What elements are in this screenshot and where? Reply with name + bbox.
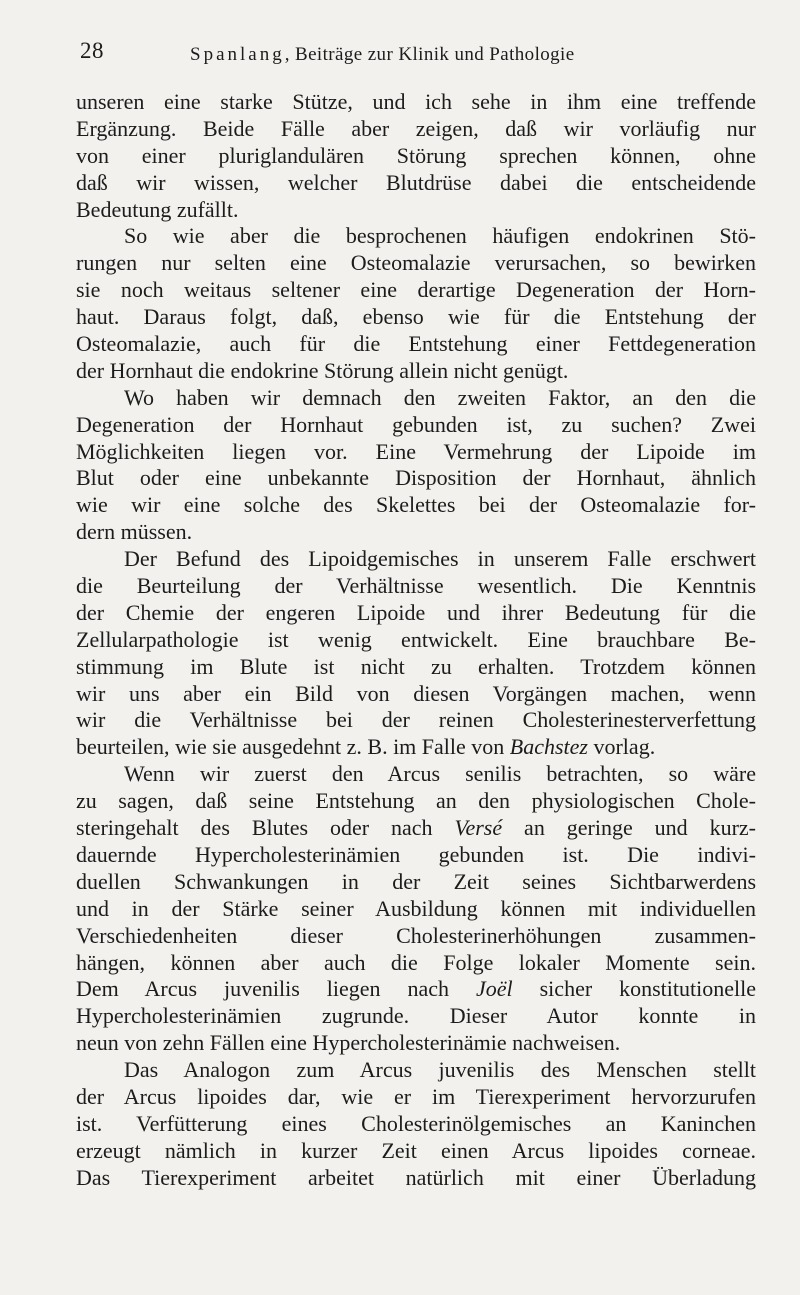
text-line: von einer pluriglandulären Störung sprechen können, ohne — [76, 142, 756, 168]
text-line: haut. Daraus folgt, daß, ebenso wie für die Entstehung der — [76, 304, 756, 330]
text-line: der Chemie der engeren Lipoide und ihrer Bedeutung für die — [76, 599, 756, 625]
text-line: ist. Verfütterung eines Cholesterinölgemisches an Kaninchen — [76, 1110, 756, 1136]
text-line: dern müssen. — [76, 519, 193, 545]
paragraph-6 — [76, 1057, 756, 1191]
text-line: hängen, können aber auch die Folge lokaler Momente sein. — [76, 949, 756, 975]
text-line: Zellularpathologie ist wenig entwickelt. Eine brauchbare Be- — [76, 626, 756, 652]
text-line-with-citation — [76, 734, 756, 761]
text-line: sie noch weitaus seltener eine derartige Degeneration der Horn- — [76, 277, 756, 303]
text-line: Möglichkeiten liegen vor. Eine Vermehrung der Lipoide im — [76, 438, 756, 464]
text-line: der Arcus lipoides dar, wie er im Tierexperiment hervorzurufen — [76, 1083, 756, 1109]
text-line: Hypercholesterinämien zugrunde. Dieser Autor konnte in — [76, 1003, 756, 1029]
page-header — [80, 38, 780, 72]
text-line: Der Befund des Lipoidgemisches in unserem Falle erschwert — [124, 546, 756, 572]
running-head-title: , Beiträge zur Klinik und Pathologie — [284, 44, 575, 65]
text-line: Wenn wir zuerst den Arcus senilis betrachten, so wäre — [124, 761, 756, 787]
paragraph-5 — [76, 761, 756, 1057]
text-line: rungen nur selten eine Osteomalazie verursachen, so bewirken — [76, 250, 756, 276]
text-line: Wo haben wir demnach den zweiten Faktor, an den die — [124, 384, 756, 410]
text-fragment: sicher konstitutionelle — [512, 976, 756, 1002]
text-line: Degeneration der Hornhaut gebunden ist, zu suchen? Zwei — [76, 411, 756, 437]
cited-author-joel: Joël — [476, 976, 513, 1002]
text-line: dauernde Hypercholesterinämien gebunden ist. Die indivi- — [76, 841, 756, 867]
text-line: Das Tierexperiment arbeitet natürlich mit einer Überladung — [76, 1164, 756, 1190]
paragraph-4 — [76, 546, 756, 761]
text-fragment: steringehalt des Blutes oder nach — [76, 815, 455, 841]
text-line: unseren eine starke Stütze, und ich sehe in ihm eine treffende — [76, 89, 756, 114]
text-line: und in der Stärke seiner Ausbildung können mit individuellen — [76, 895, 756, 921]
text-fragment: Dem Arcus juvenilis liegen nach — [76, 976, 476, 1002]
text-line: erzeugt nämlich in kurzer Zeit einen Arcus lipoides corneae. — [76, 1137, 756, 1163]
paragraph-1 — [76, 89, 756, 223]
text-line: Osteomalazie, auch für die Entstehung einer Fettdegeneration — [76, 331, 756, 357]
paragraph-2 — [76, 223, 756, 384]
text-line: Verschiedenheiten dieser Cholesterinerhöhungen zusammen- — [76, 922, 756, 948]
body-text — [76, 89, 756, 1192]
text-line: Bedeutung zufällt. — [76, 196, 239, 222]
text-line: wir die Verhältnisse bei der reinen Cholesterinesterverfettung — [76, 707, 756, 733]
text-line: Das Analogon zum Arcus juvenilis des Menschen stellt — [124, 1057, 756, 1083]
text-line: zu sagen, daß seine Entstehung an den physiologischen Chole- — [76, 788, 756, 814]
text-line: neun von zehn Fällen eine Hypercholesterinämie nachweisen. — [76, 1030, 621, 1056]
text-line: daß wir wissen, welcher Blutdrüse dabei die entscheidende — [76, 169, 756, 195]
page-number: 28 — [80, 38, 104, 63]
running-head — [190, 44, 575, 66]
text-line: wie wir eine solche des Skelettes bei der Osteomalazie for- — [76, 492, 756, 518]
text-fragment: beurteilen, wie sie ausgedehnt z. B. im Falle von — [76, 734, 510, 760]
text-line: stimmung im Blute ist nicht zu erhalten. Trotzdem können — [76, 653, 756, 679]
text-line: die Beurteilung der Verhältnisse wesentlich. Die Kenntnis — [76, 573, 756, 599]
paragraph-3 — [76, 385, 756, 546]
text-line: Ergänzung. Beide Fälle aber zeigen, daß wir vorläufig nur — [76, 115, 756, 141]
cited-author-verse: Versé — [454, 815, 503, 841]
running-head-author: Spanlang — [190, 44, 285, 65]
text-fragment: an geringe und kurz- — [502, 815, 756, 841]
text-line-with-citation — [76, 976, 756, 1003]
text-line: wir uns aber ein Bild von diesen Vorgängen machen, wenn — [76, 680, 756, 706]
cited-author-bachstez: Bachstez — [509, 734, 588, 760]
text-line: Blut oder eine unbekannte Disposition der Hornhaut, ähnlich — [76, 465, 756, 491]
text-fragment: vorlag. — [587, 734, 656, 760]
text-line: duellen Schwankungen in der Zeit seines Sichtbarwerdens — [76, 868, 756, 894]
text-line-with-citation — [76, 815, 756, 842]
text-line: der Hornhaut die endokrine Störung allein nicht genügt. — [76, 357, 569, 383]
text-line: So wie aber die besprochenen häufigen endokrinen Stö- — [124, 223, 756, 249]
